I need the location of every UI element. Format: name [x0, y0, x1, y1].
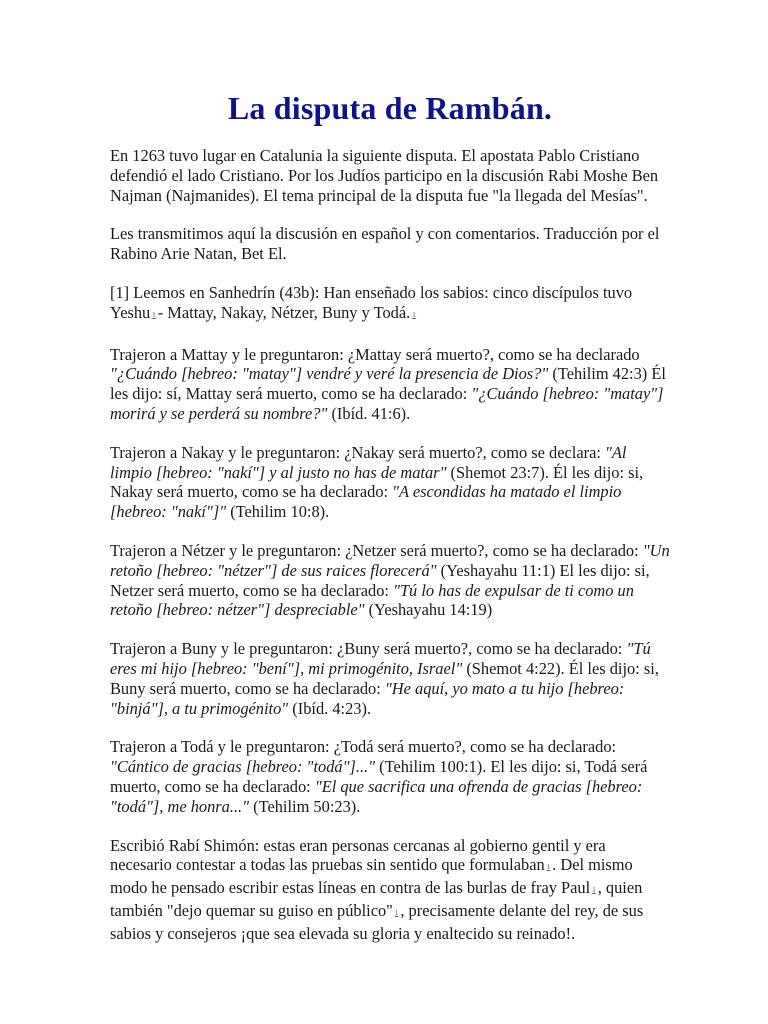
paragraph-mattay: [110, 345, 670, 424]
paragraph-nakay: [110, 443, 670, 522]
paragraph-rabi-shimon: [110, 836, 670, 944]
paragraph-text: (Ibíd. 4:23).: [288, 698, 372, 718]
quote-text: "¿Cuándo [hebreo: "matay"] morirá y se perderá su nombre?": [110, 384, 664, 423]
quote-text: "Un retoño [hebreo: "nétzer"] de sus raices florecerá": [110, 540, 670, 580]
quote-text: "Tú lo has de expulsar de ti como un retoño [hebreo: nétzer"] despreciable": [110, 580, 634, 620]
document-page: [110, 88, 670, 963]
footnote-link[interactable]: 1: [412, 310, 416, 319]
quote-text: "He aquí, yo mato a tu hijo [hebreo: "binjá"], a tu primogénito": [110, 678, 625, 718]
paragraph-text: , precisamente delante del rey, de sus sabios y consejeros ¡que sea elevada su gloria y enaltecido su reinado!.: [110, 900, 644, 943]
paragraph-text: Trajeron a Nétzer y le preguntaron: ¿Netzer será muerto?, como se ha declarado:: [110, 540, 643, 560]
paragraph-text: (Yeshayahu 11:1) El les dijo: si, Netzer será muerto, como se ha declarado:: [110, 560, 650, 600]
paragraph-toda: [110, 737, 670, 816]
quote-text: "El que sacrifica una ofrenda de gracias [hebreo: "todá"], me honra...": [110, 776, 643, 816]
paragraph-text: Trajeron a Nakay y le preguntaron: ¿Nakay será muerto?, como se declara:: [110, 442, 606, 462]
footnote-link[interactable]: 1: [546, 863, 551, 872]
quote-text: "Cántico de gracias [hebreo: "todá"]...": [110, 757, 376, 777]
paragraph-text: (Yeshayahu 14:19): [364, 600, 493, 620]
footnote-link[interactable]: 1: [592, 886, 596, 895]
paragraph-buny: [110, 639, 670, 718]
paragraph-translation-note: Les transmitimos aquí la discusión en español y con comentarios. Traducción por el Rabino Arie Natan, Bet El.: [110, 224, 660, 264]
footnote-link[interactable]: 1: [394, 908, 399, 917]
paragraph-text: (Tehilim 50:23).: [249, 796, 361, 816]
paragraph-text: Trajeron a Todá y le preguntaron: ¿Todá será muerto?, como se ha declarado:: [110, 737, 617, 757]
quote-text: "¿Cuándo [hebreo: "matay"] vendré y veré la presencia de Dios?": [110, 364, 549, 384]
paragraph-text: Trajeron a Mattay y le preguntaron: ¿Mattay será muerto?, como se ha declarado: [110, 344, 640, 364]
quote-text: "Al limpio [hebreo: "nakí"] y al justo no has de matar": [110, 442, 627, 482]
paragraph-text: Trajeron a Buny y le preguntaron: ¿Buny será muerto?, como se ha declarado:: [110, 639, 627, 659]
paragraph-intro: En 1263 tuvo lugar en Catalunia la siguiente disputa. El apostata Pablo Cristiano defendió el lado Cristiano. Por los Judíos participo en la discusión Rabi Moshe Ben Najman (Najmanides). El tema principal de la disputa fue "la llegada del Mesías".: [110, 146, 659, 205]
paragraph-text: (Ibíd. 41:6).: [327, 403, 411, 423]
paragraph-text: (Tehilim 100:1). El les dijo: si, Todá será muerto, como se ha declarado:: [110, 757, 648, 796]
paragraph-sanhedrin: [110, 283, 670, 326]
paragraph-netzer: [110, 541, 670, 620]
paragraph-text: (Tehilim 42:3) Él les dijo: sí, Mattay será muerto, como se ha declarado:: [110, 364, 666, 404]
quote-text: "Tú eres mi hijo [hebreo: "bení"], mi primogénito, Israel": [110, 639, 651, 678]
footnote-link[interactable]: 1: [152, 310, 156, 319]
paragraph-text: Escribió Rabí Shimón: estas eran personas cercanas al gobierno gentil y era necesario contestar a todas las pruebas sin sentido que formulaban: [110, 835, 606, 875]
paragraph-text: (Shemot 4:22). Él les dijo: si, Buny será muerto, como se ha declarado:: [110, 658, 659, 698]
paragraph-text: - Mattay, Nakay, Nétzer, Buny y Todá.: [157, 302, 411, 322]
paragraph-text: [1] Leemos en Sanhedrín (43b): Han enseñado los sabios: cinco discípulos tuvo Yeshu: [110, 282, 633, 322]
paragraph-text: , quien también "dejo quemar su guiso en público": [110, 878, 643, 920]
paragraph-text: (Shemot 23:7). Él les dijo: si, Nakay será muerto, como se ha declarado:: [110, 462, 644, 502]
paragraph-text: . Del mismo modo he pensado escribir estas líneas en contra de las burlas de fray Paul: [110, 855, 633, 898]
quote-text: "A escondidas ha matado el limpio [hebreo: "nakí"]": [110, 482, 622, 522]
paragraph-text: (Tehilim 10:8).: [226, 502, 330, 522]
page-title: La disputa de Rambán.: [227, 90, 553, 126]
